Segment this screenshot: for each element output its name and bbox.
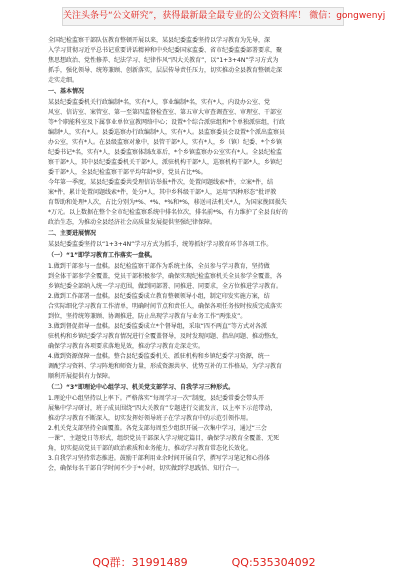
body-paragraph-line: 调配学习资料、学习阵地和师资力量，形成资源共享、优势互补的工作格局，为学习教育	[48, 363, 283, 370]
body-paragraph-line: 推动学习教育不断深入，切实发挥好领导班子在学习教育中的示范引领作用。	[48, 415, 253, 422]
document-body	[36, 36, 374, 548]
qq-number: QQ:535304092	[231, 556, 316, 569]
section-heading: 二、主要进展情况	[48, 230, 97, 237]
body-paragraph-line: 某县纪委监委机关行政编制*名，实有*人，事业编制*名，实有*人，内设办公室、党	[48, 99, 271, 106]
body-paragraph-line: 走实走细。	[48, 77, 79, 84]
body-paragraph-line: 风室、信访室、案管室、第一至第四监督检查室、第五审大审查调查室、审理室、干部室	[48, 109, 283, 116]
body-paragraph-line: 1.理论中心组坚持以上率下。严格落实“每周学习一次”制度，县纪委常委会带头开	[48, 395, 264, 402]
footer	[0, 553, 408, 573]
body-paragraph-line: 展集中学习研讨，班子成员围绕“四大关教育”专题进行交流发言，以上率下示范带动，	[48, 405, 277, 412]
body-paragraph-line: 入学习贯彻习近平总书记重要讲话精神和中央纪委国家监委、省市纪委监委部署要求，聚	[48, 47, 283, 54]
body-paragraph-line: 办公室，实有*人。在县级监察对象中，县管干部*人，实有*人，乡（镇）纪委、*个乡镇	[48, 139, 283, 146]
section-heading: （一）“1”即学习教育工作落实一盘棋。	[48, 252, 157, 259]
body-paragraph-line: 抓手，强化领导、统筹兼顾、创新落实，层层传导责任压力，切实推动全县教育整顿走深	[48, 67, 283, 74]
body-paragraph-line: 4.做到资源保障一盘棋。整合县纪委监委机关、派驻机构和乡镇纪委学习资源，统一	[48, 353, 270, 360]
body-paragraph-line: 某县纪委监委坚持以“1+3+4N”学习方式为抓手，统筹抓好学习教育环节各项工作。	[48, 241, 273, 248]
body-paragraph-line: 政治生态，为推动全县经济社会高质量发展提供坚强纪律保障。	[48, 219, 217, 226]
body-paragraph-line: 1.做到干部参与一盘棋。县纪检监察干部作为系统主体，全员参与学习教育，坚持做	[48, 263, 270, 270]
body-paragraph-line: 驻机构和乡镇纪委学习教育情况进行全覆盖督导，及时发现问题、指出问题、推动整改，	[48, 333, 283, 340]
promo-banner[interactable]: 关注头条号“公文研究”，获得最新最全最专业的公文资料库！ 微信：gongwenyj	[62, 7, 344, 26]
body-paragraph-line: 到全体干部参学全覆盖，党员干部积极参学，确保实现纪检监察机关全员参学全覆盖，各	[48, 273, 283, 280]
section-heading: 一、基本情况	[48, 88, 85, 95]
body-paragraph-line: *万元。以上数据在整个全市纪检监察系统中排名位次，排名前*%，有力维护了全县良好的	[48, 209, 288, 216]
body-paragraph-line: 案*件，累计处置问题线索*件，处分*人，其中乡科级干部*人，运用“四种形态”批评教	[48, 189, 277, 196]
body-paragraph-line: 今年第一季度，某县纪委监委共受理信访举报*件次，处置问题线索*件，立案*件，结	[48, 179, 274, 186]
body-paragraph-line: 合实际细化学习教育工作清单，明确时间节点和责任人，确保各项任务按时按质完成落实	[48, 303, 283, 310]
body-paragraph-line: 乡镇纪委全部纳入统一学习范围，做到同部署、同推进、同要求，全方位推进学习教育。	[48, 283, 283, 290]
section-heading: （二）“3”即理论中心组学习、机关党支部学习、自我学习三种形式。	[48, 384, 235, 391]
body-paragraph-line: 焦思想政治、党性修养、纪法学习、纪律作风“四大关教育”，以“1+3+4N”学习方式为	[48, 57, 279, 64]
body-paragraph-line: 3.做到督促指导一盘棋。县纪委监委成立*个督导组，采取“四不两直”等方式对各派	[48, 323, 267, 330]
body-paragraph-line: 到位，坚持统筹兼顾、协调推进，防止出现学习教育与业务工作“两张皮”。	[48, 313, 247, 320]
body-paragraph-line: 顺利开展提供有力保障。	[48, 373, 115, 380]
body-paragraph-line: 2.做到工作部署一盘棋。县纪委监委成立教育整顿领导小组，制定印发实施方案，结	[48, 293, 270, 300]
body-paragraph-line: 委干部*人，全县纪检监察干部平均年龄*岁，党员占比*%。	[48, 169, 207, 176]
body-paragraph-line: 编制*人，实有*人。县委巡察办行政编制*人，实有*人。县监察委员会设置*个派出监察员	[48, 129, 286, 136]
body-paragraph-line: 育帮助和处理*人次，占比分别为*%、*%、*%和*%，移送司法机关*人，为国家挽回损失	[48, 199, 287, 206]
body-paragraph-line: 会，确保每名干部自学时间不少于*小时，切实做到学思践悟、知行合一。	[48, 465, 244, 472]
body-paragraph-line: 3.自我学习坚持常态推进。鼓励干部利用业余时间开展自学，撰写学习笔记和心得体	[48, 455, 270, 462]
body-paragraph-line: 纪委书记*名，实有*人，县委监察体制改革后，*个乡镇监察办公室实有*人。全县纪检监	[48, 149, 283, 156]
body-paragraph-line: 全国纪检监察干部队伍教育整顿开展以来，某县纪委监委坚持以学习教育为先导，深	[48, 37, 271, 44]
body-paragraph-line: 等*个职能科室及下属事业单位宣教网络中心；设置*个综合派驻组和*个单独派驻组，行政	[48, 119, 286, 126]
body-paragraph-line: 2.机关党支部坚持全面覆盖。各党支部每周至少组织开展一次集中学习，通过“三会	[48, 425, 267, 432]
body-paragraph-line: 一课”、主题党日等形式，组织党员干部深入学习规定篇目，确保学习教育全覆盖、无死	[48, 435, 280, 442]
body-paragraph-line: 角，切实提高党员干部的政治素质和业务能力，推动学习教育常态化长效化。	[48, 445, 253, 452]
body-paragraph-line: 察干部*人，其中县纪委监委机关干部*人，派驻机构干部*人，巡察机构干部*人，乡镇纪	[48, 159, 283, 166]
body-paragraph-line: 确保学习教育各项要求落地见效，推动学习教育走深走实。	[48, 343, 205, 350]
qq-group-number: QQ群：31991489	[92, 556, 188, 569]
